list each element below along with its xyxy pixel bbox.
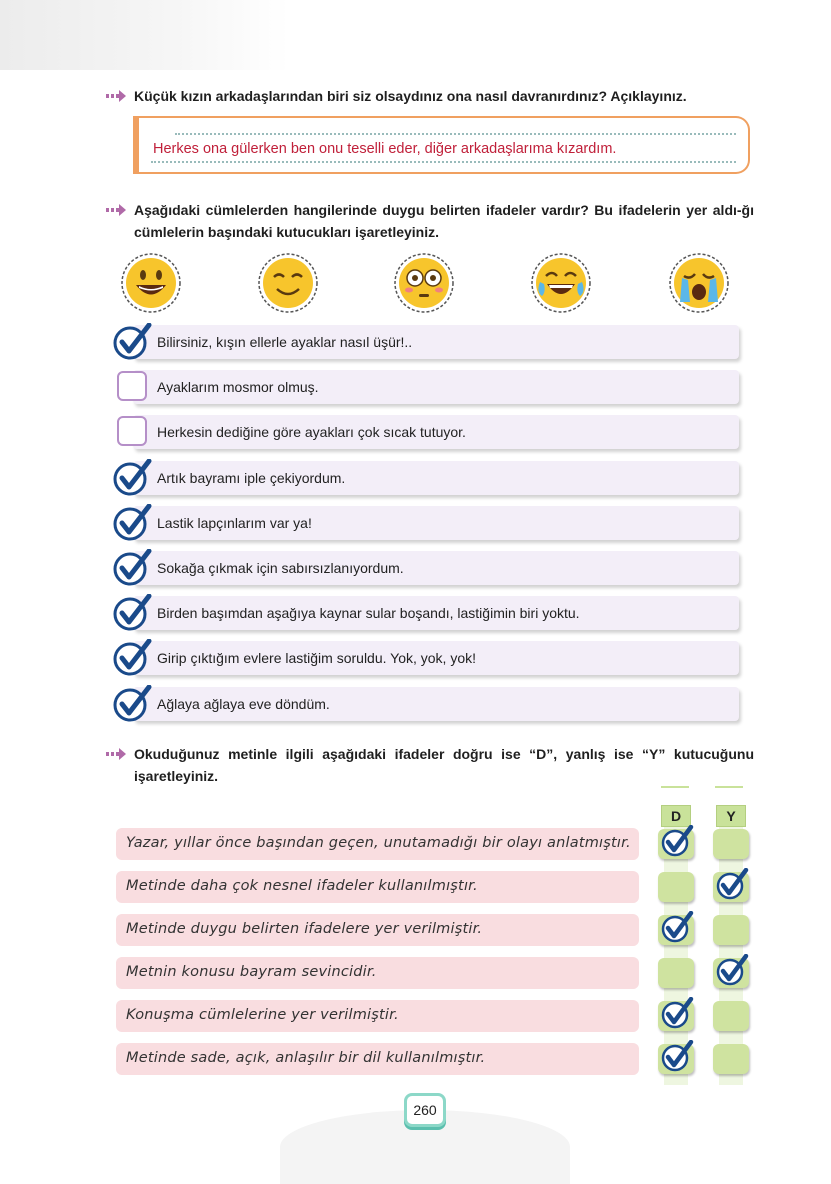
statement-text: Herkesin dediğine göre ayakları çok sıcak tutuyor. [157,424,466,441]
dotted-line [175,133,736,135]
true-false-statement-text: Metinde duygu belirten ifadelere yer verilmiştir. [126,921,483,937]
false-checkbox[interactable] [713,1001,749,1031]
true-checkbox[interactable] [658,872,694,902]
checkmark-icon[interactable] [113,594,153,632]
arrow-bullet-icon [106,747,126,761]
statement-row [113,596,739,630]
statement-text: Artık bayramı iple çekiyordum. [157,469,346,486]
checkmark-icon [715,868,749,902]
true-checkbox[interactable] [658,829,694,859]
question-1-text: Küçük kızın arkadaşlarından biri siz olsaydınız ona nasıl davranırdınız? Açıklayınız. [134,88,687,104]
d-column-header: D [661,805,691,827]
false-checkbox[interactable] [713,829,749,859]
true-checkbox[interactable] [658,1044,694,1074]
dotted-line [151,161,736,163]
checkmark-icon[interactable] [113,549,153,587]
true-false-statement-text: Metinde sade, açık, anlaşılır bir dil kullanılmıştır. [126,1050,486,1066]
true-false-row [116,914,639,946]
statement-row [113,370,739,404]
true-checkbox[interactable] [658,915,694,945]
d-column-top-line [661,786,689,788]
false-checkbox[interactable] [713,958,749,988]
checkmark-icon [660,997,694,1031]
statement-text: Ağlaya ağlaya eve döndüm. [157,695,330,712]
answer-text: Herkes ona gülerken ben onu teselli eder, diğer arkadaşlarıma kızardım. [153,141,617,157]
true-false-row [116,871,639,903]
statement-row [113,687,739,721]
question-3-text: Okuduğunuz metinle ilgili aşağıdaki ifadeler doğru ise “D”, yanlış ise “Y” kutucuğunu işaretleyiniz. [134,746,754,784]
false-checkbox[interactable] [713,872,749,902]
true-false-row [116,957,639,989]
statement-text: Ayaklarım mosmor olmuş. [157,379,319,396]
checkmark-icon [660,1040,694,1074]
question-2-text: Aşağıdaki cümlelerden hangilerinde duygu belirten ifadeler vardır? Bu ifadelerin yer aldı-ğı cümlelerin başındaki kutucukları işaretleyiniz. [134,202,754,240]
statement-row [113,461,739,495]
true-false-statement-text: Metnin konusu bayram sevincidir. [126,964,377,980]
arrow-bullet-icon [106,89,126,103]
page-number: 260 [404,1093,446,1127]
statement-row [113,551,739,585]
arrow-bullet-icon [106,203,126,217]
true-false-statement-text: Yazar, yıllar önce başından geçen, unutamadığı bir olayı anlatmıştır. [126,835,631,851]
false-checkbox[interactable] [713,1044,749,1074]
checkmark-icon [660,825,694,859]
statement-row [113,506,739,540]
true-checkbox[interactable] [658,1001,694,1031]
statement-text: Bilirsiniz, kışın ellerle ayaklar nasıl üşür!.. [157,334,413,350]
question-2 [106,199,754,243]
grinning-emoji-icon [120,252,182,314]
laughing-tears-emoji-icon [530,252,592,314]
emoji-row [120,252,740,316]
checkmark-icon[interactable] [113,323,153,361]
true-false-row [116,1043,639,1075]
true-false-row [116,828,639,860]
surprised-emoji-icon [393,252,455,314]
statement-row [113,415,739,449]
statement-checkbox[interactable] [117,416,147,446]
question-3 [106,743,754,787]
statement-row [113,641,739,675]
checkmark-icon[interactable] [113,504,153,542]
false-checkbox[interactable] [713,915,749,945]
true-false-statement-text: Konuşma cümlelerine yer verilmiştir. [126,1007,399,1023]
smiling-emoji-icon [257,252,319,314]
statement-text: Lastik lapçınlarım var ya! [157,514,312,531]
statement-text: Sokağa çıkmak için sabırsızlanıyordum. [157,560,404,576]
checkmark-icon[interactable] [113,639,153,677]
true-false-row [116,1000,639,1032]
answer-box[interactable] [133,116,750,174]
crying-emoji-icon [668,252,730,314]
checkmark-icon[interactable] [113,685,153,723]
statement-row [113,325,739,359]
y-column-header: Y [716,805,746,827]
true-false-statement-text: Metinde daha çok nesnel ifadeler kullanılmıştır. [126,878,478,894]
y-column-top-line [715,786,743,788]
page-corner-shade [0,0,290,70]
statement-text: Girip çıktığım evlere lastiğim soruldu. Yok, yok, yok! [157,650,477,667]
checkmark-icon [715,954,749,988]
statement-checkbox[interactable] [117,371,147,401]
statement-text: Birden başımdan aşağıya kaynar sular boşandı, lastiğimin biri yoktu. [157,605,580,622]
true-checkbox[interactable] [658,958,694,988]
checkmark-icon[interactable] [113,459,153,497]
checkmark-icon [660,911,694,945]
question-1 [106,85,754,107]
